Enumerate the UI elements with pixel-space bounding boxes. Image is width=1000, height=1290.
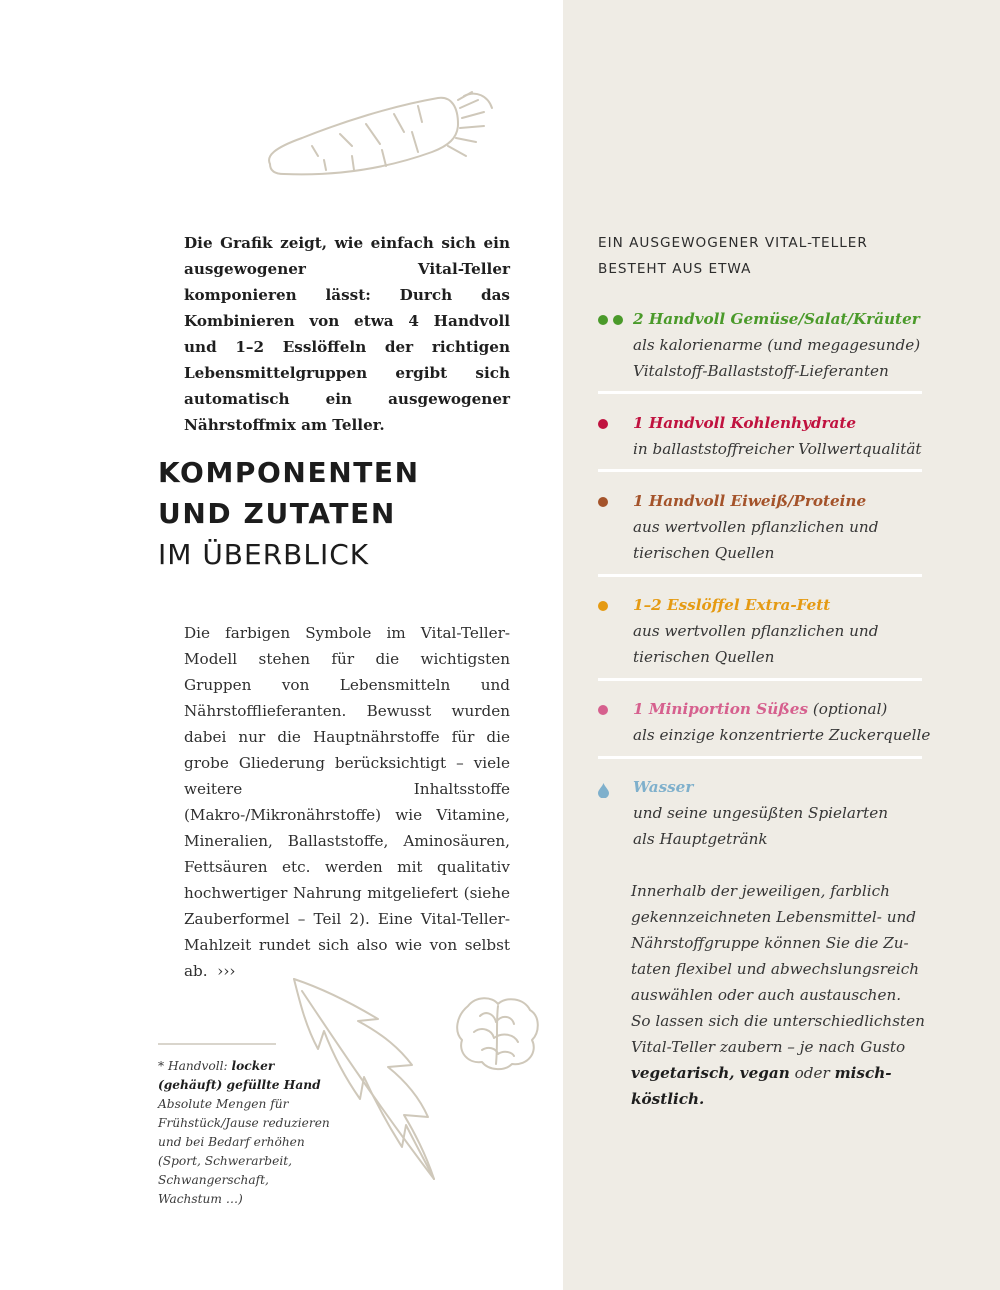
heading-line-1: KOMPONENTEN xyxy=(158,456,420,489)
item-divider xyxy=(598,469,922,472)
panel-title xyxy=(598,230,918,282)
heading-line-3: IM ÜBERBLICK xyxy=(158,538,370,571)
closing-line-4: taten flexibel und abwechslungsreich xyxy=(631,960,920,978)
closing-bold-diets: vegetarisch, vegan xyxy=(631,1064,790,1082)
item-divider xyxy=(598,678,922,681)
panel-title-line-2: BESTEHT AUS ETWA xyxy=(598,261,752,277)
item-fat-heading: 1–2 Esslöffel Extra-Fett xyxy=(633,596,831,614)
footnote xyxy=(158,1057,333,1209)
walnut-illustration xyxy=(452,992,544,1072)
panel-title-line-1: EIN AUSGEWOGENER VITAL-TELLER xyxy=(598,235,868,251)
crimson-dot-icon xyxy=(598,419,608,429)
item-proteins-heading: 1 Handvoll Eiweiß/Proteine xyxy=(633,492,867,510)
section-heading xyxy=(158,452,538,575)
amber-dot-icon xyxy=(598,601,608,611)
water-drop-icon xyxy=(598,780,609,806)
closing-paragraph xyxy=(631,878,925,1112)
item-proteins xyxy=(598,488,923,566)
closing-bold-mixed-end: köstlich. xyxy=(631,1090,705,1108)
item-water xyxy=(598,774,923,852)
brown-dot-icon xyxy=(598,497,608,507)
item-fat xyxy=(598,592,923,670)
green-dot-icon xyxy=(613,315,623,325)
item-proteins-desc-1: aus wertvollen pflanzlichen und xyxy=(633,518,879,536)
item-water-heading: Wasser xyxy=(633,778,694,796)
closing-line-6: So lassen sich die unterschiedlichsten xyxy=(631,1012,925,1030)
item-sweets-heading: 1 Miniportion Süßes xyxy=(633,700,809,718)
footnote-bold-text: locker (gehäuft) gefüllte Hand xyxy=(158,1059,321,1092)
item-vegetables-desc-2: Vitalstoff-Ballaststoff-Lieferanten xyxy=(633,362,889,380)
item-vegetables-heading: 2 Handvoll Gemüse/Salat/Kräuter xyxy=(633,310,920,328)
closing-line-5: auswählen oder auch austauschen. xyxy=(631,986,902,1004)
heading-line-2: UND ZUTATEN xyxy=(158,497,396,530)
intro-paragraph: Die Grafik zeigt, wie einfach sich ein ausgewogener Vital-Teller komponieren lässt: Durch das Kombinieren von etwa 4 Handvoll und 1–2 Esslöffeln der richtigen Lebensmittelgruppen ergibt sich automatisch ein ausgewogener Nährstoffmix am Teller. xyxy=(184,234,510,434)
closing-line-7: Vital-Teller zaubern – je nach Gusto xyxy=(631,1038,906,1056)
item-carbohydrates-desc-1: in ballaststoffreicher Vollwertqualität xyxy=(633,440,922,458)
item-sweets xyxy=(598,696,931,748)
item-water-desc-2: als Hauptgetränk xyxy=(633,830,768,848)
item-vegetables-desc-1: als kalorienarme (und megagesunde) xyxy=(633,336,921,354)
item-proteins-desc-2: tierischen Quellen xyxy=(633,544,775,562)
item-divider xyxy=(598,391,922,394)
footnote-label: * Handvoll: xyxy=(158,1059,228,1073)
body-text: Die farbigen Symbole im Vital-Teller-Modell stehen für die wichtigsten Gruppen von Lebensmitteln und Nährstofflieferanten. Bewusst wurden dabei nur die Hauptnährstoffe für die grobe Gliederung berücksichtigt – viele weitere Inhaltsstoffe (Makro-/Mikronährstoffe) wie Vitamine, Mineralien, Ballaststoffe, Aminosäuren, Fettsäuren etc. werden mit qualitativ hochwertiger Nahrung mitgeliefert (siehe Zauberformel – Teil 2). Eine Vital-Teller-Mahlzeit rundet sich also wie von selbst ab. xyxy=(184,624,510,980)
closing-line-9 xyxy=(631,1086,921,1112)
item-fat-desc-1: aus wertvollen pflanzlichen und xyxy=(633,622,879,640)
footnote-text: Absolute Mengen für Frühstück/Jause reduzieren und bei Bedarf erhöhen (Sport, Schwerarbeit, Schwangerschaft, Wachstum …) xyxy=(158,1097,330,1206)
closing-bold-mixed: misch- xyxy=(834,1064,892,1082)
closing-line-8 xyxy=(631,1060,921,1086)
closing-line-2: gekennzeichneten Lebensmittel- und xyxy=(631,908,916,926)
item-fat-desc-2: tierischen Quellen xyxy=(633,648,775,666)
item-carbohydrates-heading: 1 Handvoll Kohlenhydrate xyxy=(633,414,857,432)
closing-line-1: Innerhalb der jeweiligen, farblich xyxy=(631,882,890,900)
item-sweets-desc-1: als einzige konzentrierte Zuckerquelle xyxy=(633,726,931,744)
continue-marker: ››› xyxy=(217,962,236,980)
closing-line-3: Nährstoffgruppe können Sie die Zu- xyxy=(631,934,909,952)
item-vegetables xyxy=(598,306,923,384)
item-divider xyxy=(598,756,922,759)
green-dot-icon xyxy=(598,315,608,325)
pink-dot-icon xyxy=(598,705,608,715)
item-carbohydrates xyxy=(598,410,923,462)
item-sweets-heading-line xyxy=(598,696,923,722)
closing-joiner: oder xyxy=(789,1064,835,1082)
item-sweets-optional: (optional) xyxy=(812,700,888,718)
item-water-desc-1: und seine ungesüßten Spielarten xyxy=(633,804,889,822)
body-paragraph xyxy=(184,620,510,984)
footnote-rule xyxy=(158,1043,276,1045)
carrot-illustration xyxy=(262,86,502,182)
item-divider xyxy=(598,574,922,577)
